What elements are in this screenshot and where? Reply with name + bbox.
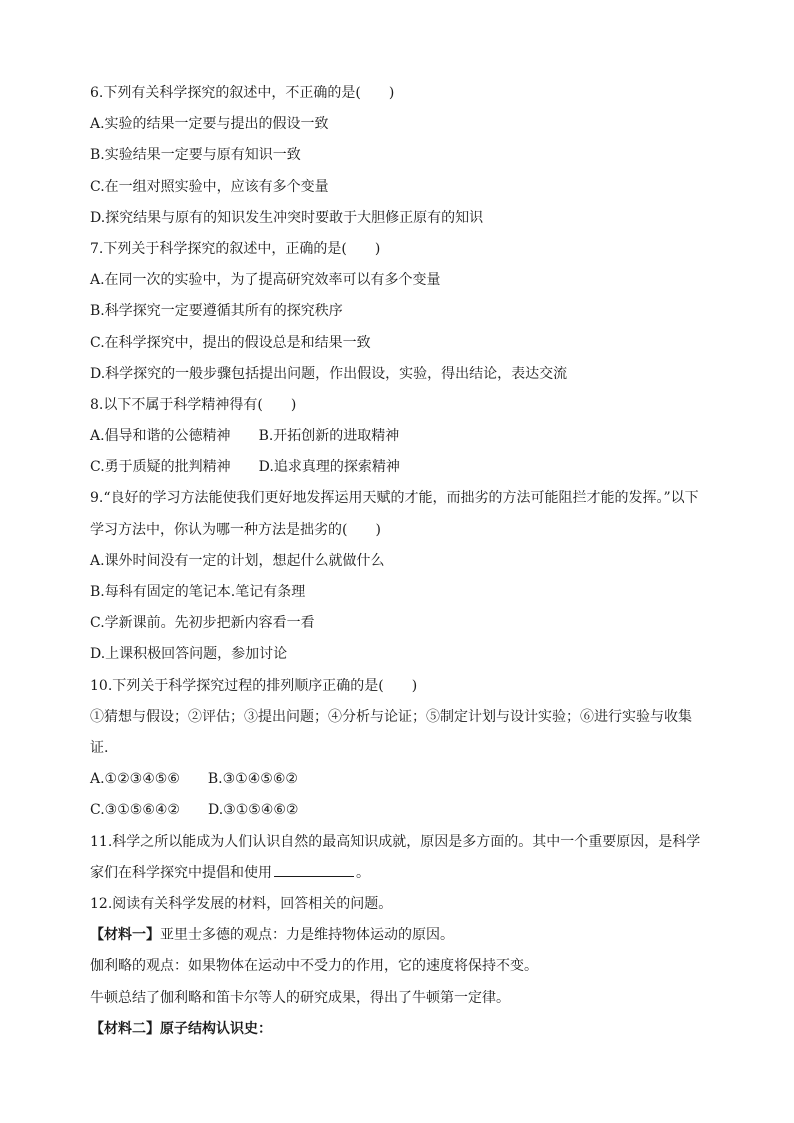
- q9-stem: 9.“良好的学习方法能使我们更好地发挥运用天赋的才能，而拙劣的方法可能阻拦才能的发挥。”以下学习方法中，你认为哪一种方法是拙劣的( ): [90, 490, 699, 538]
- q6-option-a: A.实验的结果一定要与提出的假设一致: [90, 116, 329, 133]
- q11-stem-end: 。: [356, 864, 370, 881]
- q10-options-row-2: [90, 795, 702, 826]
- q8-option-b: B.开拓创新的进取精神: [258, 428, 400, 445]
- question-list: [90, 78, 702, 1045]
- material-1-text: 亚里士多德的观点：力是维持物体运动的原因。: [160, 927, 454, 944]
- q6-option-c: C.在一组对照实验中，应该有多个变量: [90, 178, 329, 195]
- q7-option-b: B.科学探究一定要遵循其所有的探究秩序: [90, 303, 343, 320]
- q8-option-a: A.倡导和谐的公德精神: [90, 428, 231, 445]
- q6-stem: 6.下列有关科学探究的叙述中，不正确的是( ): [90, 85, 395, 101]
- q7-option-a: A.在同一次的实验中，为了提高研究效率可以有多个变量: [90, 272, 441, 289]
- material-1-label: 【材料一】: [90, 927, 160, 944]
- q6-option-b: B.实验结果一定要与原有知识一致: [90, 147, 301, 164]
- spacer: [231, 452, 259, 483]
- q10-option-b: B.③①④⑤⑥②: [207, 771, 298, 788]
- spacer: [180, 795, 208, 826]
- spacer: [180, 764, 208, 795]
- q8-options-row-2: [90, 452, 702, 483]
- q11-answer-blank[interactable]: [274, 862, 354, 877]
- q10-option-d: D.③①⑤④⑥②: [207, 802, 299, 819]
- q8-stem: 8.以下不属于科学精神得有( ): [90, 396, 297, 413]
- q9-option-c: C.学新课前。先初步把新内容看一看: [90, 615, 315, 632]
- q9-option-a: A.课外时间没有一定的计划，想起什么就做什么: [90, 552, 385, 569]
- q12-material-1-line-3: 牛顿总结了伽利略和笛卡尔等人的研究成果，得出了牛顿第一定律。: [90, 989, 510, 1006]
- q10-stem: 10.下列关于科学探究过程的排列顺序正确的是( ): [90, 677, 418, 694]
- material-2-text: 原子结构认识史：: [160, 1020, 272, 1037]
- q10-options-row-1: [90, 764, 702, 795]
- q9-option-b: B.每科有固定的笔记本.笔记有条理: [90, 584, 306, 601]
- q7-option-d: D.科学探究的一般步骤包括提出问题，作出假设，实验，得出结论，表达交流: [90, 365, 568, 382]
- q8-option-c: C.勇于质疑的批判精神: [90, 459, 231, 476]
- q12-material-1-line-2: 伽利略的观点：如果物体在运动中不受力的作用，它的速度将保持不变。: [90, 958, 538, 975]
- q7-option-c: C.在科学探究中，提出的假设总是和结果一致: [90, 334, 371, 351]
- q10-option-c: C.③①⑤⑥④②: [90, 802, 180, 819]
- material-2-label: 【材料二】: [90, 1020, 160, 1037]
- q12-material-1: [90, 920, 702, 951]
- q11-stem: [90, 827, 702, 889]
- q10-steps: ①猜想与假设；②评估；③提出问题；④分析与论证；⑤制定计划与设计实验；⑥进行实验与收集证.: [90, 708, 692, 756]
- q12-stem: 12.阅读有关科学发展的材料，回答相关的问题。: [90, 895, 393, 912]
- q8-option-d: D.追求真理的探索精神: [258, 459, 400, 476]
- q8-options-row-1: [90, 421, 702, 452]
- spacer: [231, 421, 259, 452]
- q6-option-d: D.探究结果与原有的知识发生冲突时要敢于大胆修正原有的知识: [90, 209, 484, 226]
- q12-material-2: [90, 1014, 702, 1045]
- q11-stem-text: 11.科学之所以能成为人们认识自然的最高知识成就，原因是多方面的。其中一个重要原因，是科学家们在科学探究中提倡和使用: [90, 833, 701, 881]
- q9-option-d: D.上课积极回答问题，参加讨论: [90, 646, 288, 663]
- q10-option-a: A.①②③④⑤⑥: [90, 771, 180, 788]
- q7-stem: 7.下列关于科学探究的叙述中，正确的是( ): [90, 240, 381, 257]
